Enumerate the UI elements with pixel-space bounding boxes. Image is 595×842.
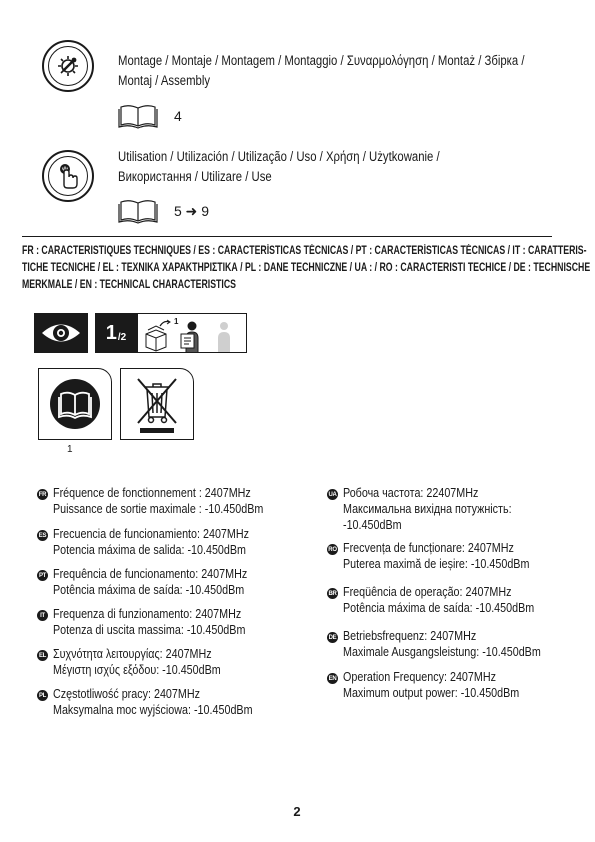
lang-badge-it: IT <box>37 610 48 621</box>
spec-entry-it <box>37 606 298 646</box>
spec-ro-power: Puterea maximă de ieșire: -10.450dBm <box>343 557 530 571</box>
specs-heading <box>22 243 590 294</box>
lang-badge-en: EN <box>327 673 338 684</box>
assembly-page-ref: 4 <box>174 108 182 124</box>
spec-it-power: Potenza di uscita massima: -10.450dBm <box>53 623 246 637</box>
spec-pl-frequency: Częstotliwość pracy: 2407MHz <box>53 687 200 701</box>
lang-badge-br: BR <box>327 588 338 599</box>
spec-el-frequency: Συχνότητα λειτουργίας: 2407MHz <box>53 647 212 661</box>
lang-badge-es: ES <box>37 530 48 541</box>
open-book-icon <box>118 103 158 129</box>
spec-entry-de <box>327 628 573 669</box>
spec-de-power: Maximale Ausgangsleistung: -10.450dBm <box>343 645 541 659</box>
usage-icon <box>42 150 94 202</box>
manual-icon-caption: 1 <box>67 444 73 455</box>
assembly-title <box>118 51 525 91</box>
spec-es-power: Potencia máxima de salida: -10.450dBm <box>53 543 247 557</box>
spec-entry-br <box>327 584 573 628</box>
fraction-main: 1 <box>105 321 117 344</box>
usage-page-ref-row <box>118 198 209 224</box>
specs-heading-line1: FR : CARACTERISTIQUES TECHNIQUES / ES : CARACTERÍSTICAS TÉCNICAS / PT : CARACTERÍSTICAS TÉCNICAS / IT : CARATTERIS- <box>22 245 587 257</box>
spec-pt-frequency: Frequência de funcionamento: 2407MHz <box>53 567 248 581</box>
spec-fr-power: Puissance de sortie maximale : -10.450dBm <box>53 502 264 516</box>
spec-en-frequency: Operation Frequency: 2407MHz <box>343 670 496 684</box>
usage-title-line1: Utilisation / Utilización / Utilização / Uso / Χρήση / Użytkowanie / <box>118 149 440 164</box>
spec-entry-pl <box>37 686 298 726</box>
lang-badge-de: DE <box>327 632 338 643</box>
spec-ro-frequency: Frecvența de funcționare: 2407MHz <box>343 541 514 555</box>
spec-entry-fr <box>37 485 298 526</box>
specs-left-column <box>37 485 298 726</box>
specs-right-column <box>327 485 573 709</box>
assembly-title-line2: Montaj / Assembly <box>118 73 211 88</box>
unboxing-step-icon <box>138 314 248 354</box>
spec-de-frequency: Betriebsfrequenz: 2407MHz <box>343 629 477 643</box>
spec-ua-frequency: Робоча частота: 22407MHz <box>343 486 479 500</box>
crossed-out-bin-icon <box>130 373 184 435</box>
lang-badge-fr: FR <box>37 489 48 500</box>
gear-wrench-icon <box>48 46 88 86</box>
step-illustrations <box>137 313 247 353</box>
page-number: 2 <box>293 804 301 819</box>
lang-badge-pl: PL <box>37 690 48 701</box>
usage-title <box>118 147 440 187</box>
spec-entry-pt <box>37 566 298 606</box>
fraction-badge <box>95 313 137 353</box>
spec-ua-power-value: -10.450dBm <box>343 518 402 532</box>
spec-fr-frequency: Fréquence de fonctionnement : 2407MHz <box>53 486 251 500</box>
spec-el-power: Μέγιστη ισχύς εξόδου: -10.450dBm <box>53 663 221 677</box>
specs-heading-line2: TICHE TECNICHE / EL : ΤΕΧΝΙΚΑ ΧΑΡΑΚΤΗΡΙΣΤΙΚΑ / PL : DANE TECHNICZNE / UA : / RO : CARACTERISTI TECHICE / DE : TECHNISCHE <box>22 262 591 274</box>
fraction-sub: /2 <box>117 331 127 343</box>
open-book-icon <box>118 198 158 224</box>
spec-entry-ro <box>327 540 573 584</box>
lang-badge-pt: PT <box>37 570 48 581</box>
spec-entry-ua <box>327 485 573 540</box>
eye-badge <box>34 313 88 353</box>
spec-pl-power: Maksymalna moc wyjściowa: -10.450dBm <box>53 703 253 717</box>
spec-pt-power: Potência máxima de saída: -10.450dBm <box>53 583 245 597</box>
read-manual-icon <box>49 378 101 430</box>
assembly-icon <box>42 40 94 92</box>
read-manual-icon-box <box>38 368 112 440</box>
spec-it-frequency: Frequenza di funzionamento: 2407MHz <box>53 607 242 621</box>
assembly-title-line1: Montage / Montaje / Montagem / Montaggio / Συναρμολόγηση / Montaż / Збірка / <box>118 53 525 68</box>
spec-entry-el <box>37 646 298 686</box>
spec-entry-es <box>37 526 298 566</box>
step-number: 1 <box>174 317 179 326</box>
assembly-page-ref-row <box>118 103 182 129</box>
spec-en-power: Maximum output power: -10.450dBm <box>343 686 520 700</box>
eye-icon <box>34 313 88 353</box>
specs-heading-line3: MERKMALE / EN : TECHNICAL CHARACTERISTICS <box>22 279 236 291</box>
spec-es-frequency: Frecuencia de funcionamiento: 2407MHz <box>53 527 249 541</box>
hand-power-button-icon <box>48 156 88 196</box>
spec-br-frequency: Freqüência de operação: 2407MHz <box>343 585 512 599</box>
weee-icon-box <box>120 368 194 440</box>
spec-br-power: Potência máxima de saída: -10.450dBm <box>343 601 535 615</box>
usage-title-line2: Використання / Utilizare / Use <box>118 169 272 184</box>
lang-badge-ro: RO <box>327 544 338 555</box>
lang-badge-el: EL <box>37 650 48 661</box>
lang-badge-ua: UA <box>327 489 338 500</box>
divider <box>22 236 552 237</box>
spec-ua-power-label: Максимальна вихідна потужність: <box>343 502 512 516</box>
spec-entry-en <box>327 669 573 709</box>
usage-page-ref: 5 ➜ 9 <box>174 202 210 219</box>
